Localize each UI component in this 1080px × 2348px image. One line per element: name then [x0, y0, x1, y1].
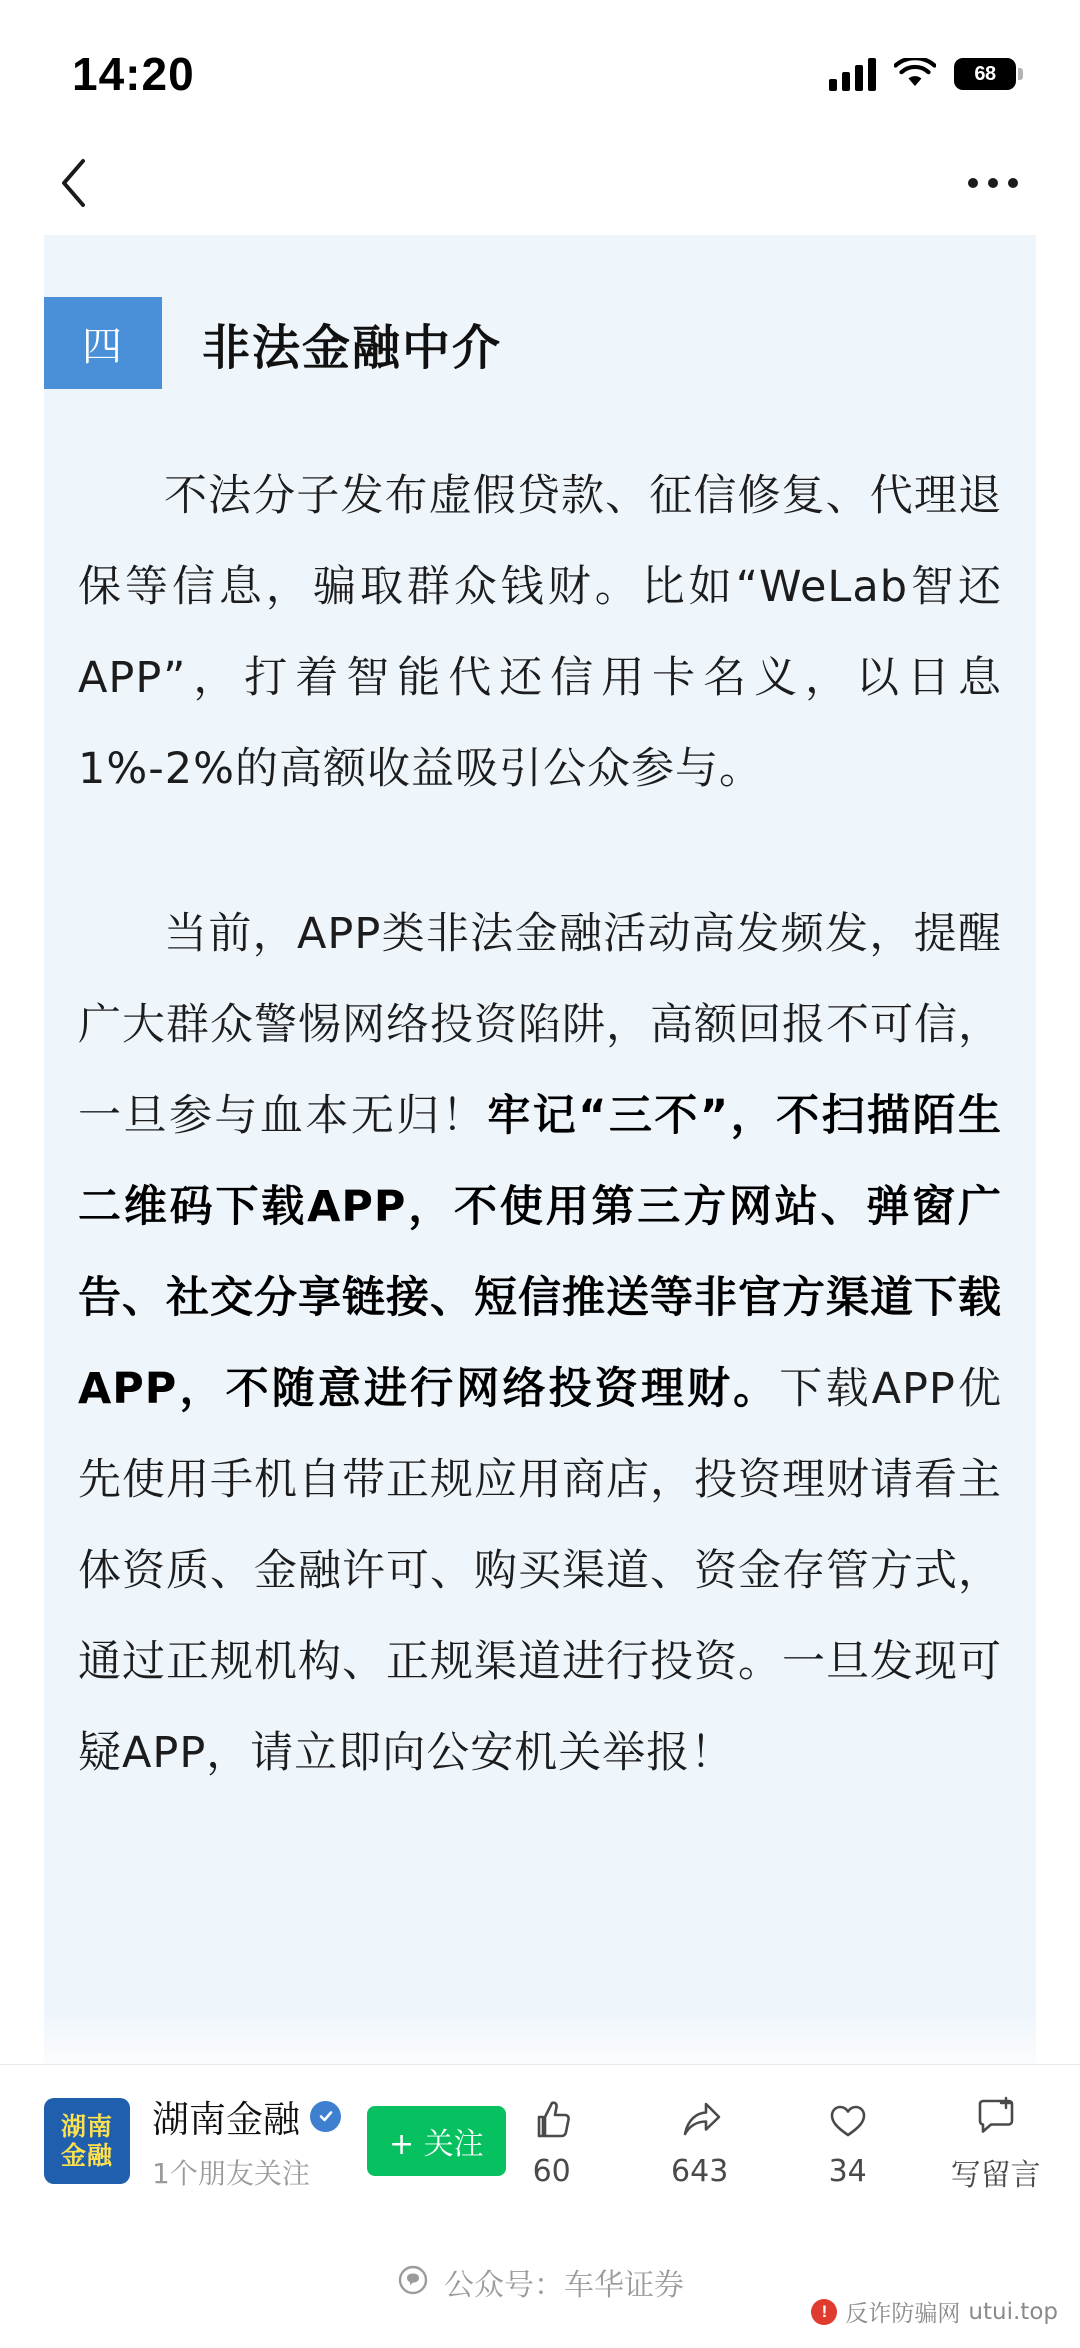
comment-add-icon	[972, 2088, 1020, 2144]
account-name-row	[152, 2089, 341, 2143]
share-action[interactable]	[654, 2092, 746, 2189]
back-chevron-icon[interactable]	[48, 157, 100, 209]
heart-icon	[824, 2092, 872, 2148]
cellular-signal-icon	[829, 57, 876, 91]
wifi-icon	[894, 58, 936, 90]
thumbs-up-icon	[528, 2092, 576, 2148]
article-paragraph-1: 不法分子发布虚假贷款、征信修复、代理退保等信息，骗取群众钱财。比如“WeLab智还APP”，打着智能代还信用卡名义，以日息1%-2%的高额收益吸引公众参与。	[78, 471, 1002, 794]
share-arrow-icon	[676, 2092, 724, 2148]
status-bar	[0, 0, 1080, 130]
status-time: 14:20	[72, 48, 195, 100]
section-title: 非法金融中介	[202, 319, 503, 376]
watermark-badge	[803, 2291, 1066, 2332]
comment-action[interactable]	[950, 2088, 1042, 2194]
battery-level: 68	[974, 62, 996, 85]
account-avatar[interactable]	[44, 2098, 130, 2184]
article-body	[44, 235, 1036, 2080]
more-options-icon[interactable]	[964, 164, 1022, 202]
wow-action[interactable]	[802, 2092, 894, 2189]
comment-label: 写留言	[950, 2157, 1041, 2193]
section-header	[44, 235, 1036, 389]
status-icons	[829, 57, 1016, 91]
paragraph-2-text-a: 当前，APP类非法金融活动高发频发，提醒广大群众警惕网络投资陷阱，高额回报不可信，一旦参与血本无归！	[78, 909, 1002, 1141]
footer-text: 公众号：车华证券	[444, 2268, 684, 2303]
account-subtitle: 1个朋友关注	[152, 2157, 310, 2190]
article-paragraph-2	[44, 889, 1036, 1799]
paragraph-2-bold: 牢记“三不”，不扫描陌生二维码下载APP，不使用第三方网站、弹窗广告、社交分享链接、短信推送等非官方渠道下载APP，不随意进行网络投资理财。	[78, 1091, 1002, 1414]
section-number-badge: 四	[44, 297, 162, 389]
wow-count: 34	[828, 2154, 867, 2189]
avatar-line-1: 湖南	[60, 2111, 113, 2141]
paragraph-2-text-b: 下载APP优先使用手机自带正规应用商店，投资理财请看主体资质、金融许可、购买渠道、资金存管方式，通过正规机构、正规渠道进行投资。一旦发现可疑APP，请立即向公安机关举报！	[78, 1364, 1002, 1778]
watermark-url: utui.top	[968, 2298, 1058, 2325]
footer-bar	[0, 2216, 1080, 2348]
follow-button[interactable]: + 关注	[367, 2106, 506, 2176]
share-count: 643	[671, 2154, 729, 2189]
avatar-line-2: 金融	[60, 2140, 113, 2170]
account-action-bar	[0, 2064, 1080, 2216]
navigation-bar	[0, 130, 1080, 235]
like-count: 60	[532, 2154, 571, 2189]
account-info[interactable]	[44, 2089, 506, 2192]
engagement-actions	[506, 2088, 1046, 2194]
anti-fraud-icon: !	[811, 2299, 837, 2325]
battery-icon	[954, 58, 1016, 90]
account-name: 湖南金融	[152, 2098, 300, 2141]
account-text	[152, 2089, 341, 2192]
verified-badge-icon	[310, 2101, 341, 2132]
official-account-icon	[396, 2263, 430, 2302]
watermark-label: 反诈防骗网	[845, 2301, 961, 2327]
like-action[interactable]	[506, 2092, 598, 2189]
